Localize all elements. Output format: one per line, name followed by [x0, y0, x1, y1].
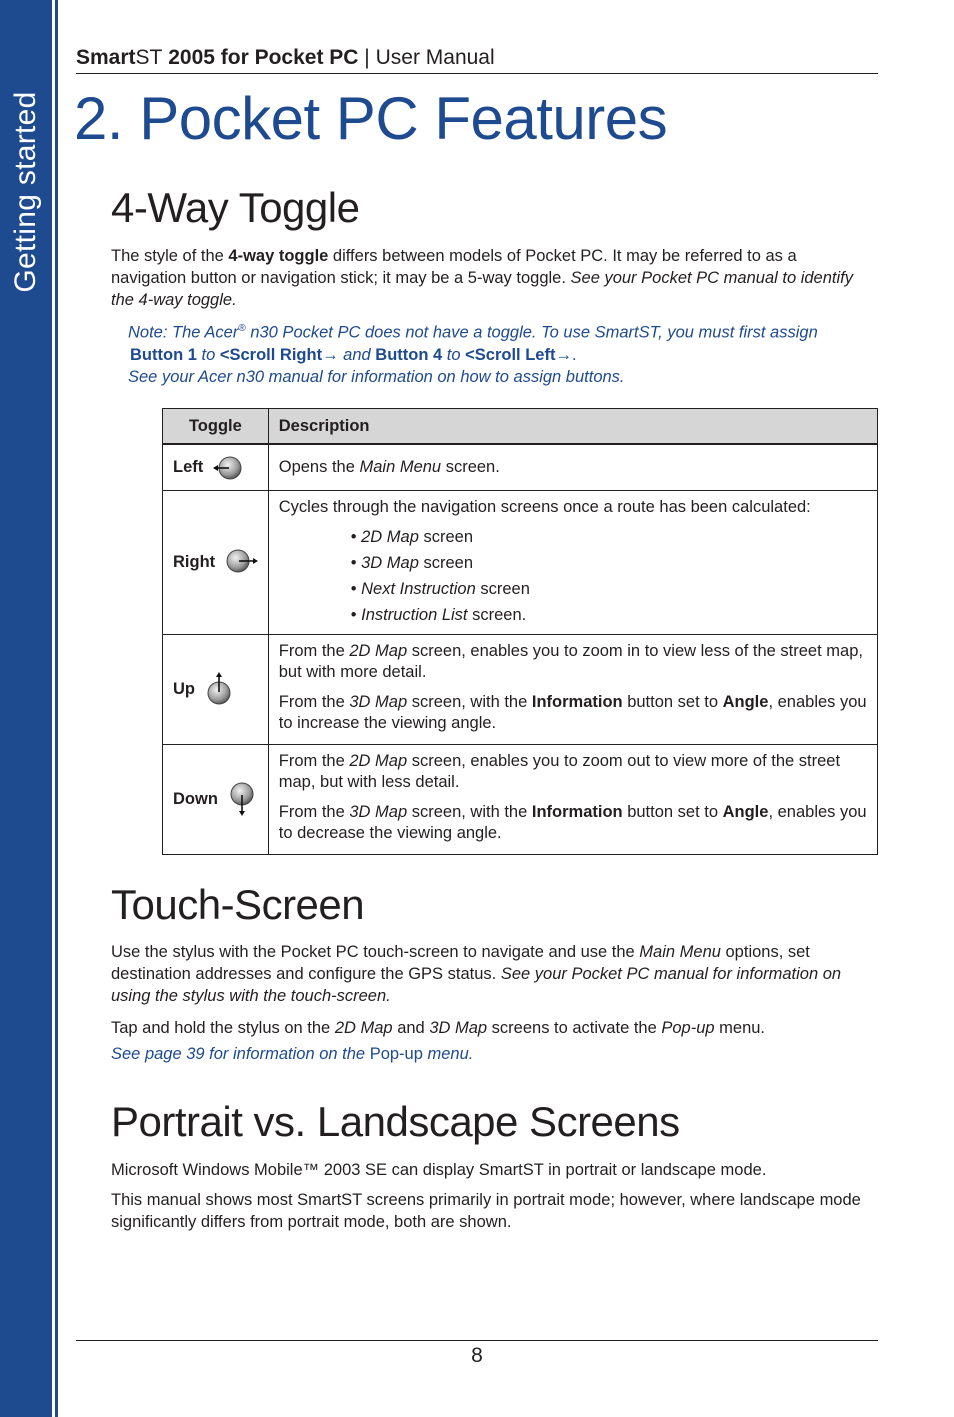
link-text: See page 39 for information on the [111, 1045, 370, 1063]
text-italic: 2D Map [349, 751, 408, 770]
note-scroll-left: <Scroll Left [465, 345, 556, 364]
toggle-right-icon [224, 547, 260, 577]
desc-left [268, 444, 877, 490]
desc-down [268, 744, 877, 854]
text-italic: Main Menu [359, 457, 442, 476]
page-number: 8 [471, 1344, 483, 1367]
bullet: • [350, 579, 362, 598]
text-italic: See your Pocket PC manual for information on using the stylus with the touch-screen. [111, 965, 842, 1005]
text: differs between models of Pocket PC. It may be referred to as a navigation button or navigation stick; it may be a 5-way toggle. [111, 247, 797, 287]
text-bold: Angle [722, 802, 769, 821]
text-italic: Main Menu [639, 943, 721, 961]
text: Use the stylus with the Pocket PC touch-screen to navigate and use the [111, 943, 640, 961]
table-row-right [163, 490, 878, 634]
section-title-portrait: Portrait vs. Landscape Screens [111, 1098, 680, 1145]
header-toggle: Toggle [163, 409, 269, 445]
text: screen [418, 527, 474, 546]
text: button set to [622, 802, 723, 821]
text: screen, with the [407, 802, 532, 821]
table-row-up [163, 634, 878, 744]
up-para-2 [279, 692, 867, 734]
text-italic: 3D Map [361, 553, 419, 572]
touch-intro [111, 941, 871, 1007]
text: From the [278, 641, 350, 660]
down-para-1 [279, 751, 867, 793]
header-rule [76, 73, 878, 74]
link-text: Pop-up [369, 1045, 423, 1063]
up-para-1 [279, 641, 867, 683]
toggle-table [162, 408, 878, 855]
text: button set to [622, 692, 723, 711]
toggle-up-icon [204, 671, 234, 707]
text: From the [278, 692, 350, 711]
text: options, set destination addresses and configure the GPS status. [111, 943, 810, 983]
sidebar-label: Getting started [9, 91, 42, 293]
toggle-left-icon [212, 452, 244, 482]
toggle-name: Left [173, 457, 204, 476]
toggle-down [163, 744, 269, 854]
list-item [351, 550, 867, 576]
registered-mark: ® [238, 323, 246, 334]
text-bold: Information [531, 802, 623, 821]
text: Cycles through the navigation screens once a route has been calculated: [278, 497, 811, 516]
desc-up [268, 634, 877, 744]
note-text: See your Acer n30 manual for information on how to assign buttons. [128, 367, 625, 386]
text-bold: Information [531, 692, 623, 711]
right-arrow-icon: → [555, 345, 572, 364]
table-row-left [163, 444, 878, 490]
list-item [351, 524, 867, 550]
footer-rule [76, 1340, 878, 1341]
text: screen. [467, 605, 527, 624]
toggle-intro [111, 245, 871, 311]
text-italic: Instruction List [361, 605, 468, 624]
toggle-right [163, 490, 269, 634]
text-italic: 2D Map [349, 641, 408, 660]
note-text: Note: The Acer [128, 323, 239, 342]
note-text: n30 Pocket PC does not have a toggle. To use SmartST, you must first assign [245, 323, 818, 342]
text: , enables you to decrease the viewing angle. [278, 802, 867, 842]
note-button4: Button 4 [375, 345, 443, 364]
toggle-left [163, 444, 269, 490]
text-italic: Next Instruction [361, 579, 476, 598]
list-item [351, 576, 867, 602]
down-para-2 [279, 802, 867, 844]
header-brand-st: ST [135, 46, 163, 69]
text-italic: 3D Map [349, 692, 408, 711]
text: From the [278, 751, 350, 770]
bullet: • [350, 527, 362, 546]
sidebar-band [0, 0, 52, 1417]
text: screen, enables you to zoom in to view less of the street map, but with more detail. [278, 641, 863, 681]
running-header [76, 46, 495, 70]
text: screen, with the [407, 692, 532, 711]
bullet: • [350, 553, 362, 572]
portrait-para-1: Microsoft Windows Mobile™ 2003 SE can display SmartST in portrait or landscape mode. [111, 1161, 767, 1179]
sidebar-rule [55, 0, 58, 1417]
note-scroll-right: <Scroll Right [219, 345, 323, 364]
header-doc: User Manual [375, 46, 495, 69]
table-header-row [163, 409, 878, 445]
text: screen [475, 579, 530, 598]
acer-note [128, 318, 873, 388]
text-italic: Pop-up [661, 1019, 715, 1037]
touch-tap-hold [111, 1017, 871, 1039]
toggle-name: Right [173, 552, 216, 571]
text: menu. [714, 1019, 766, 1037]
header-product: 2005 for Pocket PC [162, 46, 359, 69]
list-item [351, 602, 867, 628]
desc-right [268, 490, 877, 634]
header-description: Description [268, 409, 877, 445]
bullet: • [350, 605, 362, 624]
text: screen [418, 553, 474, 572]
note-button1: Button 1 [130, 345, 197, 364]
chapter-title: 2. Pocket PC Features [74, 85, 668, 152]
note-text: to [442, 345, 466, 364]
text-bold: 4-way toggle [228, 247, 329, 265]
screen-list [279, 524, 867, 628]
header-brand: Smart [76, 46, 136, 69]
text: From the [278, 802, 350, 821]
note-text: to [196, 345, 220, 364]
text-italic: 3D Map [349, 802, 408, 821]
note-text: . [571, 345, 577, 364]
text: screens to activate the [487, 1019, 662, 1037]
toggle-name: Up [173, 679, 195, 698]
table-row-down [163, 744, 878, 854]
section-title-touch: Touch-Screen [111, 881, 365, 928]
portrait-para-2: This manual shows most SmartST screens primarily in portrait mode; however, where landscape mode significantly differs from portrait mode, both are shown. [111, 1191, 861, 1231]
text-italic: 2D Map [361, 527, 419, 546]
header-separator: | [358, 46, 376, 69]
text: The style of the [111, 247, 229, 265]
text-italic: 2D Map [334, 1019, 393, 1037]
text-italic: 3D Map [429, 1019, 488, 1037]
text: Opens the [278, 457, 360, 476]
text: screen. [441, 457, 500, 476]
text-bold: Angle [722, 692, 769, 711]
toggle-down-icon [227, 781, 257, 817]
link-text: menu. [422, 1045, 474, 1063]
note-text: and [338, 345, 376, 364]
text: screen, enables you to zoom out to view more of the street map, but with less detail. [278, 751, 841, 791]
section-title-toggle: 4-Way Toggle [111, 184, 360, 231]
text: Tap and hold the stylus on the [111, 1019, 335, 1037]
toggle-up [163, 634, 269, 744]
text-italic: See your Pocket PC manual to identify the 4-way toggle. [111, 269, 853, 309]
toggle-name: Down [173, 789, 218, 808]
text: and [392, 1019, 430, 1037]
popup-link[interactable] [111, 1043, 871, 1065]
right-arrow-icon: → [322, 345, 339, 364]
text: , enables you to increase the viewing angle. [278, 692, 867, 732]
